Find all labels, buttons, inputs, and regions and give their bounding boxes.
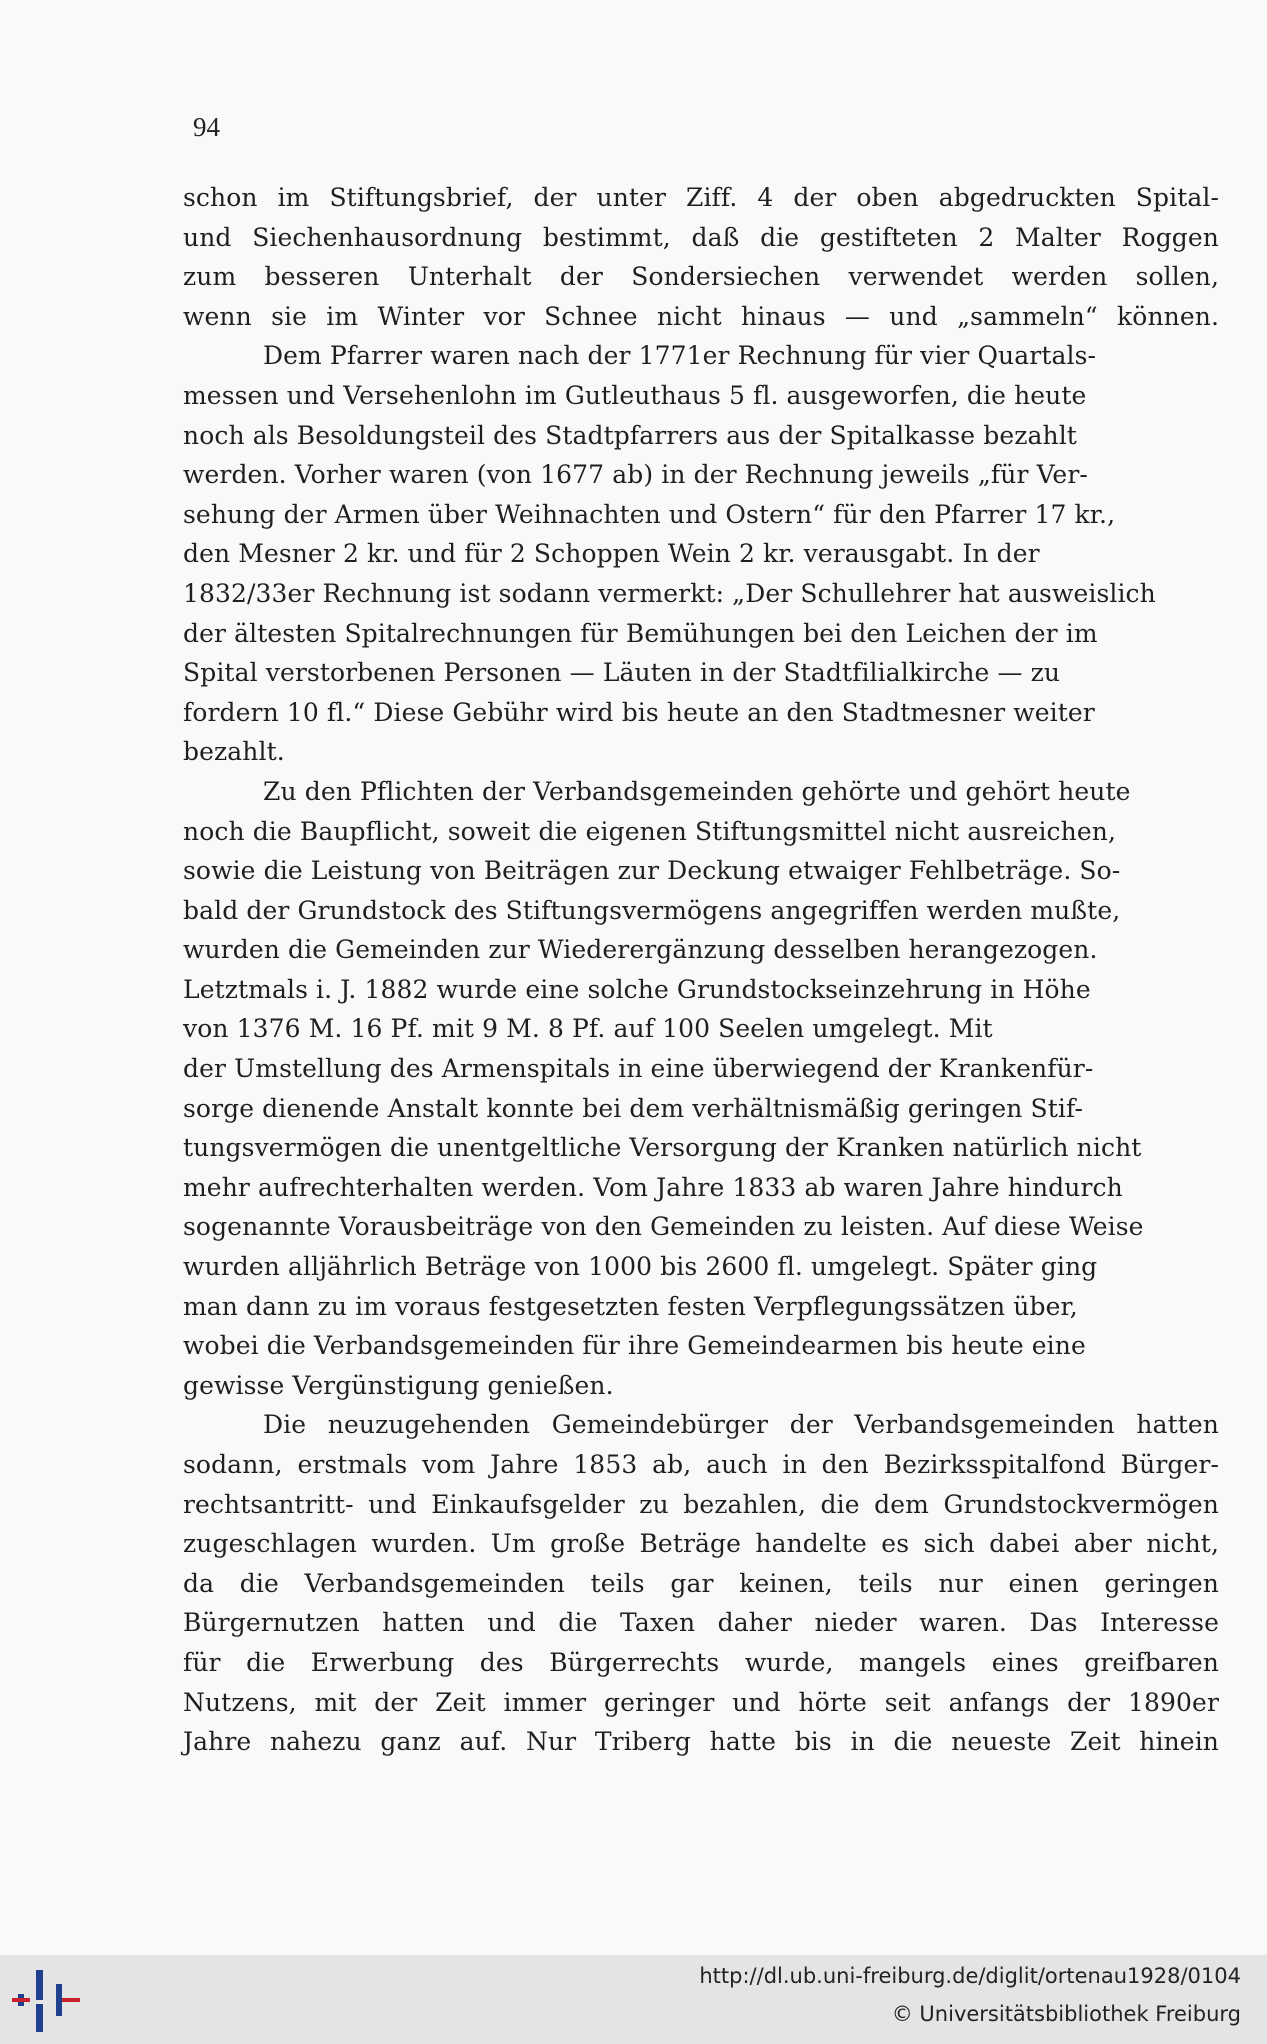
- text-line: mehr aufrechterhalten werden. Vom Jahre 1833 ab waren Jahre hindurch: [183, 1172, 1123, 1202]
- text-line: Spital verstorbenen Personen — Läuten in der Stadtfilialkirche — zu: [183, 658, 1061, 688]
- text-line: der ältesten Spitalrechnungen für Bemühungen bei den Leichen der im: [183, 618, 1098, 648]
- text-line: sehung der Armen über Weihnachten und Ostern“ für den Pfarrer 17 kr.,: [183, 499, 1116, 529]
- text-line: noch als Besoldungsteil des Stadtpfarrers aus der Spitalkasse bezahlt: [183, 420, 1077, 450]
- text-line: 1832/33er Rechnung ist sodann vermerkt: „Der Schullehrer hat ausweislich: [183, 578, 1156, 608]
- paragraph-4: [183, 1405, 1219, 1761]
- text-line: rechtsantritt- und Einkaufsgelder zu bezahlen, die dem Grundstockvermögen: [183, 1489, 1219, 1519]
- source-url-link[interactable]: http://dl.ub.uni-freiburg.de/diglit/ortenau1928/0104: [699, 1964, 1241, 1988]
- text-line: gewisse Vergünstigung genießen.: [183, 1370, 614, 1400]
- copyright-text: © Universitätsbibliothek Freiburg: [891, 2002, 1241, 2026]
- text-line: wurden die Gemeinden zur Wiederergänzung desselben herangezogen.: [183, 935, 1098, 965]
- logo-dash-right: [62, 1998, 80, 2002]
- text-line: für die Erwerbung des Bürgerrechts wurde, mangels eines greifbaren: [183, 1647, 1219, 1677]
- text-line: schon im Stiftungsbrief, der unter Ziff. 4 der oben abgedruckten Spital-: [183, 183, 1219, 212]
- text-line: bald der Grundstock des Stiftungsvermögens angegriffen werden mußte,: [183, 895, 1121, 925]
- logo-bar-center-top: [36, 1970, 43, 2000]
- text-line: den Mesner 2 kr. und für 2 Schoppen Wein 2 kr. verausgabt. In der: [183, 539, 1040, 569]
- text-line: und Siechenhausordnung bestimmt, daß die gestifteten 2 Malter Roggen: [183, 222, 1219, 252]
- paragraph-3: [183, 772, 1219, 1406]
- text-line: da die Verbandsgemeinden teils gar keinen, teils nur einen geringen: [183, 1568, 1219, 1598]
- text-line: der Umstellung des Armenspitals in eine überwiegend der Krankenfür-: [183, 1054, 1094, 1084]
- text-line: Dem Pfarrer waren nach der 1771er Rechnung für vier Quartals-: [263, 341, 1097, 371]
- text-line: man dann zu im voraus festgesetzten festen Verpflegungssätzen über,: [183, 1291, 1078, 1321]
- text-line: von 1376 M. 16 Pf. mit 9 M. 8 Pf. auf 100 Seelen umgelegt. Mit: [183, 1014, 993, 1044]
- logo-bar-right: [56, 1984, 62, 2016]
- logo-dash-left: [12, 1998, 30, 2002]
- text-line: noch die Baupflicht, soweit die eigenen Stiftungsmittel nicht ausreichen,: [183, 816, 1116, 846]
- page-number: 94: [193, 112, 220, 142]
- text-line: zum besseren Unterhalt der Sondersiechen verwendet werden sollen,: [183, 262, 1219, 292]
- text-line: sodann, erstmals vom Jahre 1853 ab, auch in den Bezirksspitalfond Bürger-: [183, 1450, 1219, 1479]
- paragraph-1: [183, 178, 1219, 336]
- paragraph-2: [183, 336, 1219, 772]
- text-line: bezahlt.: [183, 737, 285, 767]
- text-line: tungsvermögen die unentgeltliche Versorgung der Kranken natürlich nicht: [183, 1133, 1142, 1163]
- text-line: zugeschlagen wurden. Um große Beträge handelte es sich dabei aber nicht,: [183, 1529, 1219, 1559]
- text-line: Bürgernutzen hatten und die Taxen daher nieder waren. Das Interesse: [183, 1608, 1219, 1638]
- text-line: Letztmals i. J. 1882 wurde eine solche Grundstockseinzehrung in Höhe: [183, 974, 1091, 1004]
- text-line: sogenannte Vorausbeiträge von den Gemeinden zu leisten. Auf diese Weise: [183, 1212, 1144, 1242]
- text-line: wenn sie im Winter vor Schnee nicht hinaus — und „sammeln“ können.: [183, 301, 1219, 331]
- text-line: wobei die Verbandsgemeinden für ihre Gemeindearmen bis heute eine: [183, 1331, 1086, 1361]
- text-line: Die neuzugehenden Gemeindebürger der Verbandsgemeinden hatten: [263, 1410, 1219, 1440]
- text-line: sowie die Leistung von Beiträgen zur Deckung etwaiger Fehlbeträge. So-: [183, 856, 1121, 886]
- text-line: sorge dienende Anstalt konnte bei dem verhältnismäßig geringen Stif-: [183, 1093, 1083, 1123]
- text-line: Nutzens, mit der Zeit immer geringer und hörte seit anfangs der 1890er: [183, 1687, 1219, 1717]
- text-line: Zu den Pflichten der Verbandsgemeinden gehörte und gehört heute: [263, 776, 1131, 806]
- text-line: messen und Versehenlohn im Gutleuthaus 5 fl. ausgeworfen, die heute: [183, 380, 1087, 410]
- text-line: werden. Vorher waren (von 1677 ab) in der Rechnung jeweils „für Ver-: [183, 460, 1088, 490]
- body-text: [183, 178, 1219, 1762]
- text-line: wurden alljährlich Beträge von 1000 bis 2600 fl. umgelegt. Später ging: [183, 1252, 1098, 1282]
- ub-freiburg-logo-icon: [12, 1964, 82, 2036]
- text-line: Jahre nahezu ganz auf. Nur Triberg hatte bis in die neueste Zeit hinein: [183, 1727, 1219, 1757]
- logo-bar-center-bottom: [36, 2004, 43, 2032]
- text-line: fordern 10 fl.“ Diese Gebühr wird bis heute an den Stadtmesner weiter: [183, 697, 1095, 727]
